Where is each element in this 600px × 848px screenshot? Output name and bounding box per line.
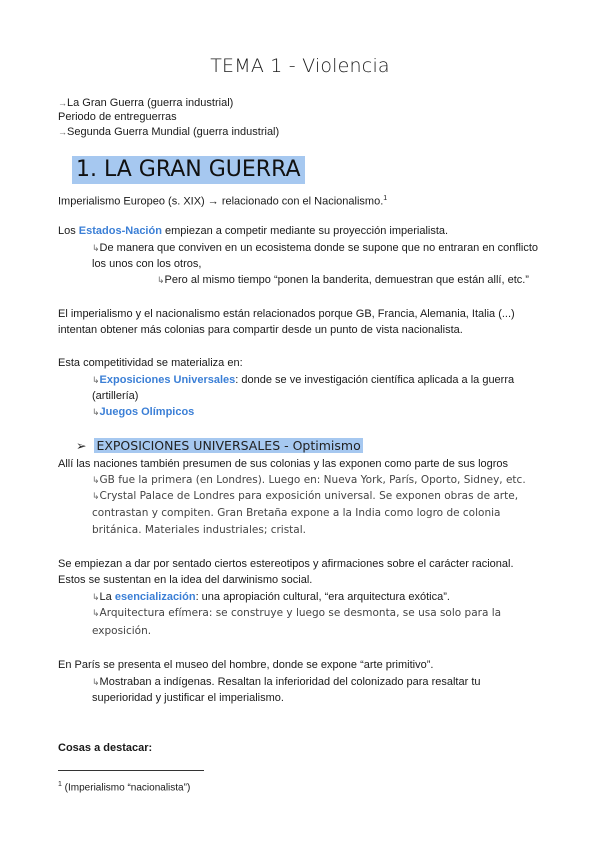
footnote: $^1$ (Imperialismo “nacionalista”) bbox=[58, 781, 191, 794]
arrow-right-icon: → bbox=[58, 98, 67, 108]
sub-bullet: ↳GB fue la primera (en Londres). Luego en: Nueva York, París, Oporto, Sidney, etc. bbox=[92, 474, 526, 486]
paragraph-relacion: El imperialismo y el nacionalismo están relacionados porque GB, Francia, Alemania, Italia (...) bbox=[58, 308, 515, 320]
sub-bullet: ↳Arquitectura efímera: se construye y luego se desmonta, se usa solo para la bbox=[92, 607, 502, 619]
sub-bullet-cont: (artillería) bbox=[92, 390, 139, 402]
sub-bullet-cont: superioridad y justificar el imperialismo. bbox=[92, 692, 284, 704]
paragraph-estereotipos-cont: Estos se sustentan en la idea del darwinismo social. bbox=[58, 574, 313, 586]
paragraph-estereotipos: Se empiezan a dar por sentado ciertos estereotipos y afirmaciones sobre el carácter racional. bbox=[58, 558, 514, 570]
sub-bullet-exposiciones: ↳Exposiciones Universales: donde se ve investigación científica aplicada a la guerra bbox=[92, 374, 515, 386]
sub-sub-bullet: ↳Pero al mismo tiempo “ponen la banderita, demuestran que están allí, etc.” bbox=[157, 274, 529, 286]
sub-arrow-icon: ↳ bbox=[92, 677, 100, 687]
highlight-esencializacion: esencialización bbox=[114, 591, 196, 603]
footnote-ref[interactable]: 1 bbox=[383, 195, 388, 202]
toc-item-3: →Segunda Guerra Mundial (guerra industrial) bbox=[58, 126, 280, 138]
paragraph-estados-nacion: Los Estados-Nación empiezan a competir mediante su proyección imperialista. bbox=[58, 225, 449, 237]
sub-arrow-icon: ↳ bbox=[92, 492, 100, 502]
sub-bullet: ↳Crystal Palace de Londres para exposición universal. Se exponen obras de arte, bbox=[92, 490, 519, 502]
sub-bullet: ↳De manera que conviven en un ecosistema donde se supone que no entraran en conflicto bbox=[92, 242, 539, 254]
sub-bullet-cont: contrastan y compiten. Gran Bretaña expone a la India como logro de colonia bbox=[92, 507, 501, 519]
highlight-estados-nacion: Estados-Nación bbox=[78, 225, 162, 237]
toc-item-2: Periodo de entreguerras bbox=[58, 111, 177, 123]
sub-bullet-cont: británica. Materiales industriales; cristal. bbox=[92, 524, 306, 536]
paragraph-museo: En París se presenta el museo del hombre, donde se expone “arte primitivo”. bbox=[58, 659, 434, 671]
sub-arrow-icon: ↳ bbox=[92, 609, 100, 619]
sub-bullet: ↳Mostraban a indígenas. Resaltan la inferioridad del colonizado para resaltar tu bbox=[92, 676, 481, 688]
sub-bullet-esencializacion: ↳La esencialización: una apropiación cultural, “era arquitectura exótica”. bbox=[92, 591, 450, 603]
sub-bullet-cont: los unos con los otros, bbox=[92, 258, 202, 270]
sub-arrow-icon: ↳ bbox=[92, 476, 100, 486]
heading-exposiciones: ➢ EXPOSICIONES UNIVERSALES - Optimismo bbox=[76, 438, 361, 453]
footnote-divider bbox=[58, 770, 204, 771]
paragraph-imperialismo: Imperialismo Europeo (s. XIX) → relacionado con el Nacionalismo.$^1$ bbox=[58, 195, 388, 208]
paragraph-colonias: Allí las naciones también presumen de sus colonias y las exponen como parte de sus logros bbox=[58, 458, 509, 470]
sub-arrow-icon: ↳ bbox=[157, 275, 165, 285]
page-title: TEMA 1 - Violencia bbox=[210, 55, 390, 77]
cosas-a-destacar: Cosas a destacar: bbox=[58, 742, 153, 754]
sub-arrow-icon: ↳ bbox=[92, 407, 100, 417]
heading-la-gran-guerra: 1. LA GRAN GUERRA bbox=[72, 156, 305, 184]
highlight-juegos: Juegos Olímpicos bbox=[99, 406, 195, 418]
sub-bullet-cont: exposición. bbox=[92, 625, 152, 637]
sub-arrow-icon: ↳ bbox=[92, 243, 100, 253]
sub-arrow-icon: ↳ bbox=[92, 375, 100, 385]
paragraph-relacion-cont: intentan obtener más colonias para compartir desde un punto de vista nacionalista. bbox=[58, 324, 463, 336]
sub-bullet-juegos bbox=[92, 404, 194, 420]
highlight-exposiciones: Exposiciones Universales bbox=[99, 374, 236, 386]
arrow-right-icon: → bbox=[58, 127, 67, 137]
sub-arrow-icon: ↳ bbox=[92, 592, 100, 602]
paragraph-competitividad: Esta competitividad se materializa en: bbox=[58, 357, 243, 369]
arrowhead-bullet-icon: ➢ bbox=[76, 438, 87, 453]
toc-item-1: →La Gran Guerra (guerra industrial) bbox=[58, 97, 234, 109]
